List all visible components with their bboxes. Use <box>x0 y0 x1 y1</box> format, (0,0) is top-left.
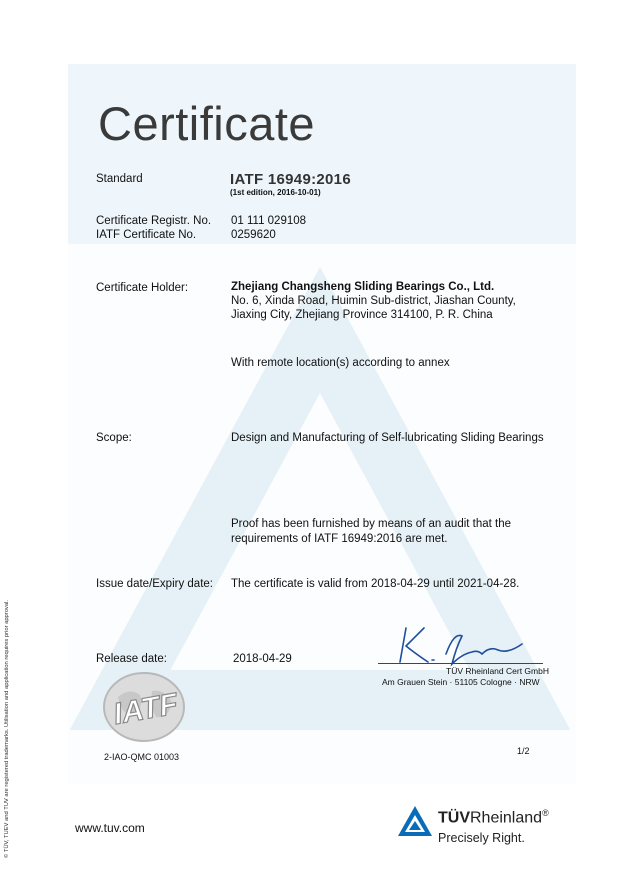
website-link[interactable]: www.tuv.com <box>75 821 145 835</box>
holder-name: Zhejiang Changsheng Sliding Bearings Co., Ltd. <box>231 281 495 293</box>
trademark-note: © TÜV, TUEV and TUV are registered trademarks. Utilisation and application requires prior approval. <box>4 600 10 858</box>
proof-line1: Proof has been furnished by means of an audit that the <box>231 518 512 530</box>
holder-remote: With remote location(s) according to annex <box>231 357 450 369</box>
validity-value: The certificate is valid from 2018-04-29 until 2021-04-28. <box>231 578 520 590</box>
tuv-brand-mark: ® <box>542 808 549 818</box>
tuv-brand-bold: TÜV <box>438 809 470 827</box>
scope-value: Design and Manufacturing of Self-lubricating Sliding Bearings <box>231 432 544 444</box>
iatf-logo-icon <box>100 667 190 747</box>
tuv-brand-rest: Rheinland <box>470 809 543 827</box>
standard-value: IATF 16949:2016 <box>230 171 351 188</box>
standard-label: Standard <box>96 173 143 185</box>
tuv-slogan: Precisely Right. <box>438 831 525 845</box>
proof-line2: requirements of IATF 16949:2016 are met. <box>231 533 448 545</box>
iatf-cert-label: IATF Certificate No. <box>96 229 197 241</box>
release-label: Release date: <box>96 653 167 665</box>
signature-image <box>382 624 532 668</box>
iatf-code: 2-IAO-QMC 01003 <box>104 752 180 762</box>
registr-label: Certificate Registr. No. <box>96 215 212 227</box>
holder-address-line2: Jiaxing City, Zhejiang Province 314100, P. R. China <box>231 309 493 321</box>
certificate-title: Certificate <box>98 97 316 150</box>
release-value: 2018-04-29 <box>233 653 292 665</box>
registr-value: 01 111 029108 <box>231 215 307 227</box>
signature-address: Am Grauen Stein · 51105 Cologne · NRW <box>382 677 540 687</box>
validity-label: Issue date/Expiry date: <box>96 578 213 590</box>
iatf-logo-text: IATF <box>111 687 181 732</box>
standard-edition: (1st edition, 2016-10-01) <box>230 188 321 197</box>
holder-address-line1: No. 6, Xinda Road, Huimin Sub-district, Jiashan County, <box>231 295 516 307</box>
tuv-triangle-icon <box>396 804 434 838</box>
page-number: 1/2 <box>517 746 530 756</box>
scope-label: Scope: <box>96 432 132 444</box>
holder-label: Certificate Holder: <box>96 282 189 294</box>
iatf-cert-value: 0259620 <box>231 229 276 241</box>
signature-org: TÜV Rheinland Cert GmbH <box>446 666 549 676</box>
tuv-brand <box>438 808 549 827</box>
